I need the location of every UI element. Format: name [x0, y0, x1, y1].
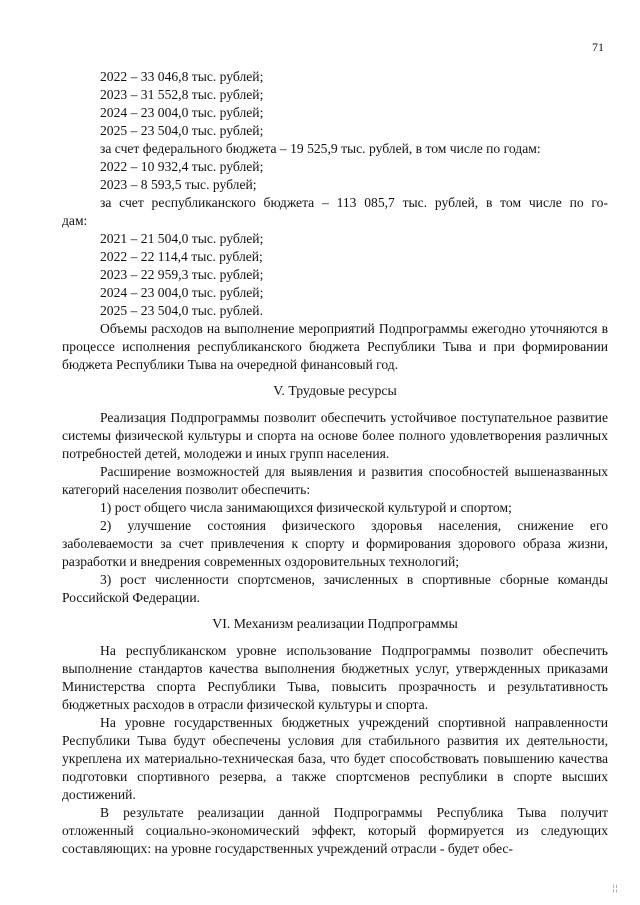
year-line: 2021 – 21 504,0 тыс. рублей; [100, 231, 264, 246]
corner-mark: ¦¦ [612, 884, 619, 894]
document-body [62, 68, 608, 858]
year-line: 2023 – 8 593,5 тыс. рублей; [100, 177, 257, 192]
section-heading-labor: V. Трудовые ресурсы [273, 383, 397, 398]
list-item: 2) улучшение состояния физического здоровья населения, снижение его заболеваемости за счет привлечения к спорту и формирования здорового образа жизни, разработки и внедрения современных оздоровительных технологий; [62, 518, 608, 569]
list-item: 1) рост общего числа занимающихся физической культурой и спортом; [100, 500, 512, 515]
list-item: 3) рост численности спортсменов, зачисленных в спортивные сборные команды Российской Федерации. [62, 572, 608, 605]
federal-budget-line: за счет федерального бюджета – 19 525,9 тыс. рублей, в том числе по годам: [100, 141, 541, 156]
year-line: 2022 – 22 114,4 тыс. рублей; [100, 249, 263, 264]
paragraph: На республиканском уровне использование Подпрограммы позволит обеспечить выполнение стандартов качества выполнения бюджетных услуг, утвержденных приказами Министерства спорта Республики Тыва, повысить прозрачность и результативность бюджетных расходов в отрасли физической культуры и спорта. [62, 643, 608, 712]
year-line: 2022 – 33 046,8 тыс. рублей; [100, 69, 264, 84]
year-line: 2023 – 22 959,3 тыс. рублей; [100, 267, 264, 282]
paragraph-volumes: Объемы расходов на выполнение мероприятий Подпрограммы ежегодно уточняются в процессе исполнения республиканского бюджета Республики Тыва и при формировании бюджета Республики Тыва на очередной финансовый год. [62, 321, 608, 372]
republic-budget-line: за счет республиканского бюджета – 113 085,7 тыс. рублей, в том числе по го- [100, 195, 608, 210]
year-line: 2022 – 10 932,4 тыс. рублей; [100, 159, 264, 174]
section-heading-mechanism: VI. Механизм реализации Подпрограммы [212, 616, 458, 631]
year-line: 2025 – 23 504,0 тыс. рублей; [100, 123, 264, 138]
paragraph: В результате реализации данной Подпрограммы Республика Тыва получит отложенный социально-экономический эффект, который формируется из следующих составляющих: на уровне государственных учреждений отрасли - будет обес- [62, 805, 608, 856]
year-line: 2024 – 23 004,0 тыс. рублей; [100, 285, 264, 300]
year-line: 2025 – 23 504,0 тыс. рублей. [100, 303, 263, 318]
year-line: 2024 – 23 004,0 тыс. рублей; [100, 105, 264, 120]
year-line: 2023 – 31 552,8 тыс. рублей; [100, 87, 264, 102]
page-number: 71 [592, 40, 604, 54]
republic-budget-line-end: дам: [62, 213, 88, 228]
paragraph: Реализация Подпрограммы позволит обеспечить устойчивое поступательное развитие системы физической культуры и спорта на основе более полного удовлетворения различных потребностей детей, молодежи и иных групп населения. [62, 410, 608, 461]
paragraph: Расширение возможностей для выявления и развития способностей вышеназванных категорий населения позволит обеспечить: [62, 464, 608, 497]
paragraph: На уровне государственных бюджетных учреждений спортивной направленности Республики Тыва будут обеспечены условия для стабильного развития их деятельности, укреплена их материально-техническая база, что будет способствовать повышению качества подготовки спортивного резерва, а также спортсменов республики в спорте высших достижений. [62, 715, 608, 802]
